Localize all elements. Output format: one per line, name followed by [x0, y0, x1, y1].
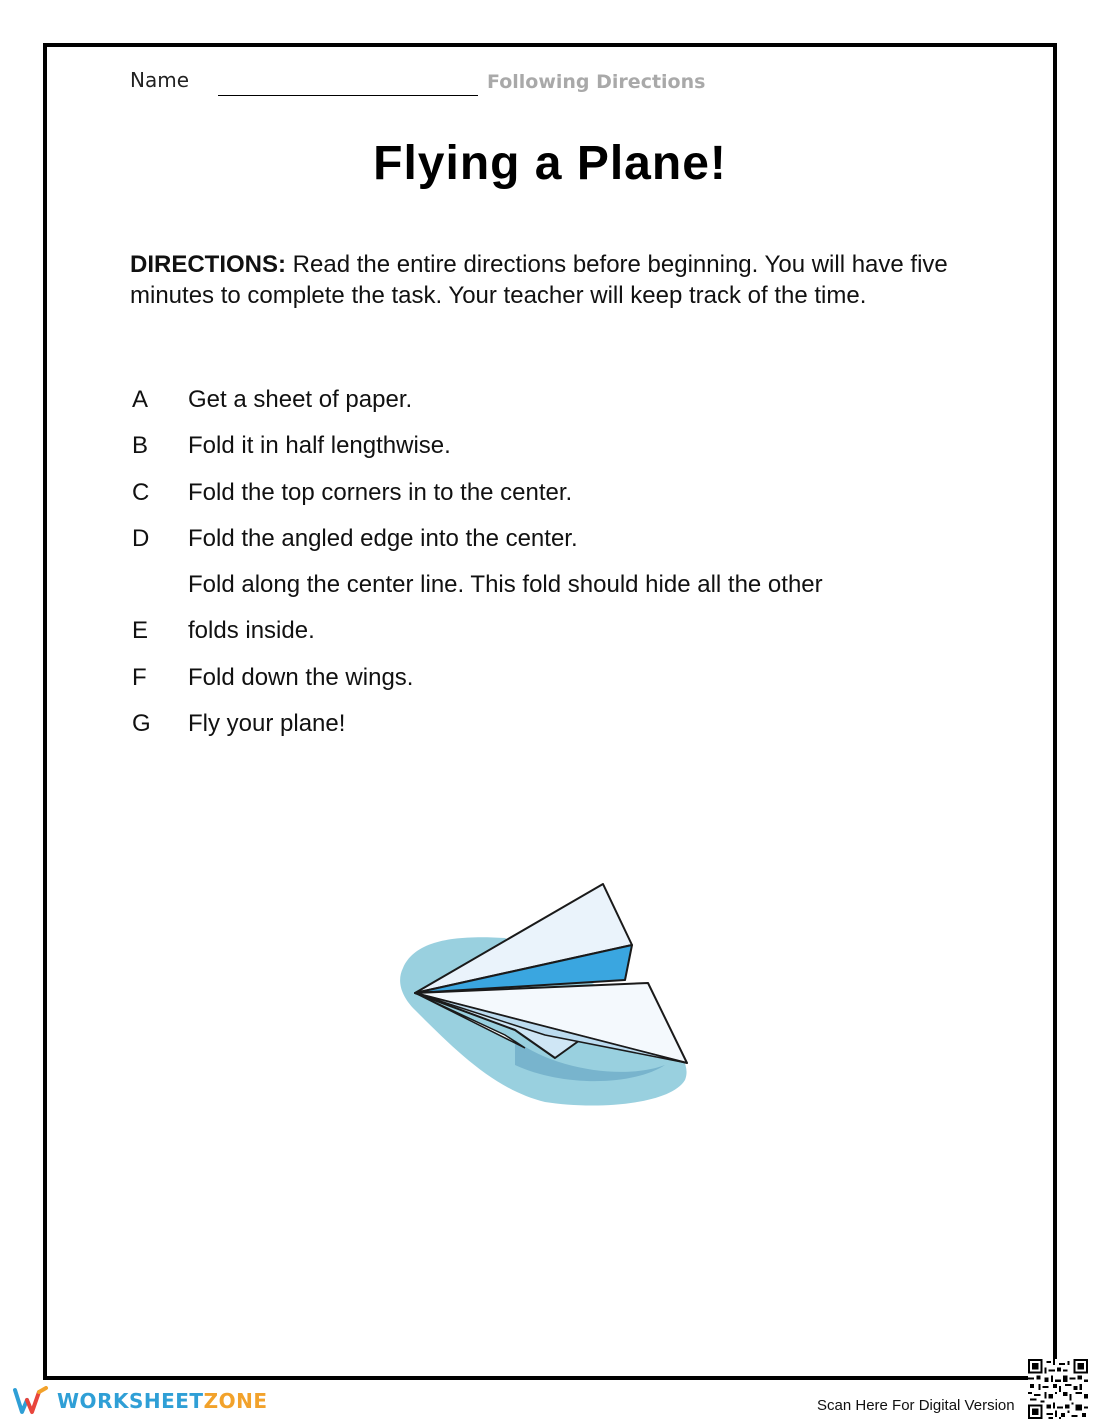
step-letter: G: [132, 710, 151, 738]
paper-airplane-icon: [395, 880, 695, 1110]
step-text: Fold it in half lengthwise.: [188, 432, 451, 460]
step-text: Fly your plane!: [188, 710, 346, 738]
worksheet-subject: Following Directions: [487, 71, 706, 93]
step-letter: C: [132, 478, 150, 506]
name-label: Name: [130, 68, 190, 92]
step-letter: D: [132, 524, 150, 552]
directions-text: Read the entire directions before beginning. You will have five minutes to complete the task. Your teacher will keep track of the time.: [130, 251, 948, 309]
list-item: [130, 612, 980, 658]
step-text: Get a sheet of paper.: [188, 386, 413, 413]
list-item: [130, 520, 980, 566]
list-item: [130, 705, 980, 751]
list-item: [130, 566, 980, 612]
page-title: Flying a Plane!: [373, 137, 727, 190]
step-text: Fold the top corners in to the center.: [188, 478, 573, 506]
brand-name: [57, 1389, 267, 1413]
list-item: [130, 659, 980, 705]
step-text: Fold along the center line. This fold should hide all the other: [188, 571, 823, 599]
step-letter: E: [132, 617, 149, 645]
name-input-line[interactable]: [218, 95, 478, 96]
brand-part-1: WORKSHEET: [57, 1389, 204, 1413]
step-text: folds inside.: [188, 617, 315, 645]
step-letter: F: [132, 663, 147, 691]
scan-text: Scan Here For Digital Version: [817, 1397, 1015, 1414]
worksheetzone-logo[interactable]: [13, 1384, 267, 1418]
list-item: [130, 474, 980, 520]
step-text: Fold the angled edge into the center.: [188, 524, 578, 552]
step-text: Fold down the wings.: [188, 663, 414, 691]
step-letter: A: [132, 386, 149, 413]
steps-list: [130, 381, 980, 751]
brand-part-2: ZONE: [203, 1389, 268, 1413]
directions-lead: DIRECTIONS:: [130, 251, 286, 278]
list-item: [130, 427, 980, 473]
step-letter: B: [132, 432, 149, 460]
worksheetzone-logo-icon: [13, 1386, 49, 1416]
qr-code-icon[interactable]: [1028, 1359, 1088, 1419]
directions-paragraph: [130, 249, 980, 311]
list-item: [130, 381, 980, 427]
